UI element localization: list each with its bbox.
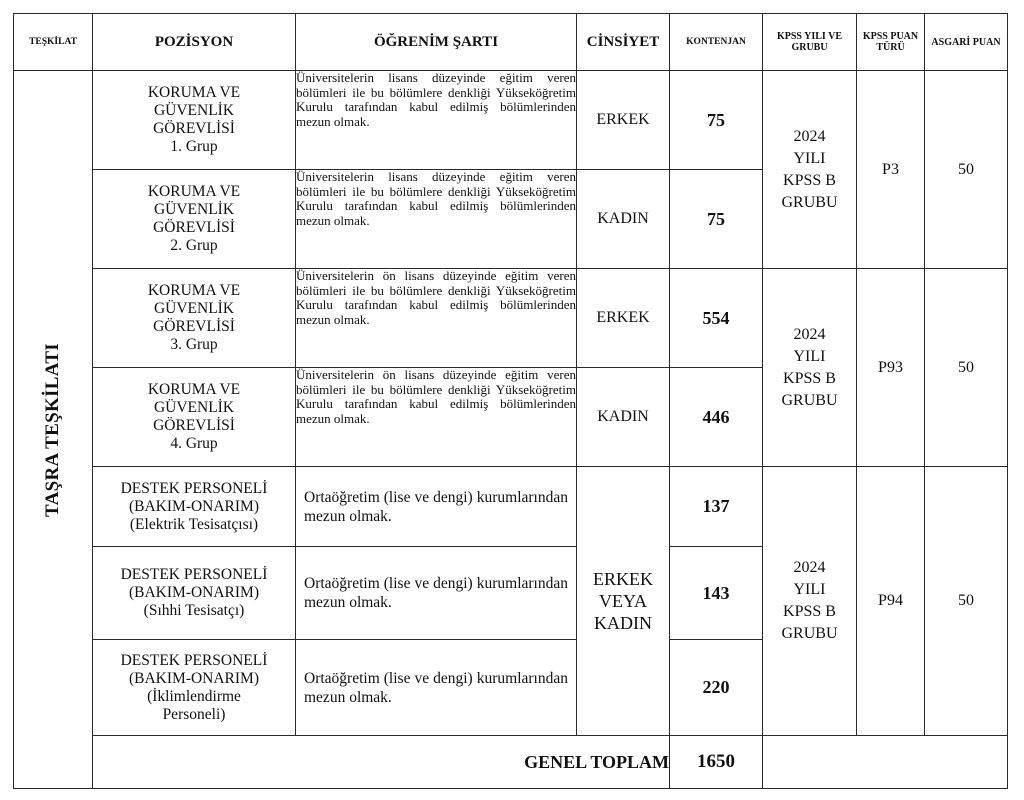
header-kpss-puan: KPSS PUAN TÜRÜ (857, 14, 925, 71)
position-line: KORUMA VE (147, 282, 241, 299)
position-cell (93, 71, 296, 170)
position-line: 1. Grup (170, 138, 218, 155)
gender-cell: ERKEK (577, 71, 670, 170)
header-kontenjan: KONTENJAN (670, 14, 763, 71)
position-line: GÖREVLİSİ (153, 219, 235, 236)
position-line: GÖREVLİSİ (153, 417, 235, 434)
quota-cell: 220 (670, 640, 763, 736)
position-line: DESTEK PERSONELİ (120, 651, 268, 669)
header-row (14, 14, 1008, 71)
position-line: GÜVENLİK (153, 102, 235, 119)
kpss-line: YILI (793, 149, 826, 167)
gender-line: KADIN (594, 613, 652, 633)
min-score-cell: 50 (925, 269, 1008, 467)
kpss-line: GRUBU (781, 625, 838, 642)
position-line: KORUMA VE (147, 381, 241, 398)
position-line: (BAKIM-ONARIM) (128, 584, 260, 601)
kpss-line: KPSS B (783, 171, 836, 189)
requirement-cell: Üniversitelerin ön lisans düzeyinde eğitim veren bölümleri ile bu bölümlere denkliği Yükseköğretim Kurulu tarafından kabul edilmiş bölümlerinden mezun olmak. (296, 368, 577, 467)
total-blank-cell (763, 736, 1008, 789)
gender-line: VEYA (599, 591, 647, 611)
personnel-quota-table (13, 13, 1008, 789)
kpss-line: GRUBU (781, 193, 838, 211)
gender-cell (577, 467, 670, 736)
kpss-line: 2024 (793, 559, 826, 576)
gender-line: ERKEK (593, 569, 653, 589)
kpss-group-cell (763, 71, 857, 269)
quota-cell: 446 (670, 368, 763, 467)
position-line: (Sıhhi Tesisatçı) (143, 602, 245, 619)
score-type-cell: P3 (857, 71, 925, 269)
position-line: KORUMA VE (147, 84, 241, 101)
gender-cell: KADIN (577, 170, 670, 269)
gender-cell: KADIN (577, 368, 670, 467)
min-score-cell: 50 (925, 71, 1008, 269)
kpss-group-cell (763, 467, 857, 736)
requirement-cell: Üniversitelerin lisans düzeyinde eğitim veren bölümleri ile bu bölümlere denkliği Yükseköğretim Kurulu tarafından kabul edilmiş bölümlerinden mezun olmak. (296, 170, 577, 269)
requirement-cell: Üniversitelerin ön lisans düzeyinde eğitim veren bölümleri ile bu bölümlere denkliği Yükseköğretim Kurulu tarafından kabul edilmiş bölümlerinden mezun olmak. (296, 269, 577, 368)
kpss-group-cell (763, 269, 857, 467)
position-line: KORUMA VE (147, 183, 241, 200)
position-line: GÖREVLİSİ (153, 120, 235, 137)
grand-total-label: GENEL TOPLAM (93, 736, 670, 789)
header-pozisyon: POZİSYON (93, 14, 296, 71)
position-line: 3. Grup (170, 336, 218, 353)
position-line: GÜVENLİK (153, 300, 235, 317)
kpss-line: KPSS B (783, 369, 836, 387)
score-type-cell: P93 (857, 269, 925, 467)
kpss-line: KPSS B (783, 603, 836, 620)
position-cell (93, 368, 296, 467)
header-kpss-yili: KPSS YILI VE GRUBU (763, 14, 857, 71)
kpss-line: YILI (793, 347, 826, 365)
org-unit-cell (14, 71, 93, 789)
quota-cell: 554 (670, 269, 763, 368)
requirement-cell: Ortaöğretim (lise ve dengi) kurumlarından mezun olmak. (296, 640, 577, 736)
gender-cell: ERKEK (577, 269, 670, 368)
position-line: GÖREVLİSİ (153, 318, 235, 335)
table-row (14, 71, 1008, 170)
table-row (14, 269, 1008, 368)
position-cell (93, 269, 296, 368)
position-cell (93, 640, 296, 736)
total-row (14, 736, 1008, 789)
quota-cell: 75 (670, 170, 763, 269)
position-line: GÜVENLİK (153, 201, 235, 218)
position-cell (93, 170, 296, 269)
position-line: DESTEK PERSONELİ (120, 479, 268, 497)
header-cinsiyet: CİNSİYET (577, 14, 670, 71)
position-line: (İklimlendirme (147, 687, 241, 705)
position-line: (Elektrik Tesisatçısı) (129, 515, 259, 533)
grand-total-value: 1650 (670, 736, 763, 789)
score-type-cell: P94 (857, 467, 925, 736)
kpss-line: YILI (793, 581, 826, 598)
header-teskilat: TEŞKİLAT (14, 14, 93, 71)
requirement-cell: Ortaöğretim (lise ve dengi) kurumlarından mezun olmak. (296, 547, 577, 640)
position-cell (93, 467, 296, 547)
kpss-line: 2024 (793, 325, 826, 343)
quota-cell: 143 (670, 547, 763, 640)
table-row (14, 467, 1008, 547)
org-unit-label: TAŞRA TEŞKİLATI (42, 342, 63, 517)
position-line: Personeli) (162, 705, 226, 723)
position-line: DESTEK PERSONELİ (120, 566, 268, 583)
quota-cell: 137 (670, 467, 763, 547)
requirement-cell: Ortaöğretim (lise ve dengi) kurumlarından mezun olmak. (296, 467, 577, 547)
quota-cell: 75 (670, 71, 763, 170)
position-line: (BAKIM-ONARIM) (128, 669, 260, 687)
kpss-line: GRUBU (781, 391, 838, 409)
position-line: (BAKIM-ONARIM) (128, 497, 260, 515)
position-cell (93, 547, 296, 640)
position-line: 2. Grup (170, 237, 218, 254)
kpss-line: 2024 (793, 127, 826, 145)
position-line: 4. Grup (170, 435, 218, 452)
position-line: GÜVENLİK (153, 399, 235, 416)
min-score-cell: 50 (925, 467, 1008, 736)
requirement-cell: Üniversitelerin lisans düzeyinde eğitim veren bölümleri ile bu bölümlere denkliği Yükseköğretim Kurulu tarafından kabul edilmiş bölümlerinden mezun olmak. (296, 71, 577, 170)
header-ogrenim-sarti: ÖĞRENİM ŞARTI (296, 14, 577, 71)
header-asgari-puan: ASGARİ PUAN (925, 14, 1008, 71)
